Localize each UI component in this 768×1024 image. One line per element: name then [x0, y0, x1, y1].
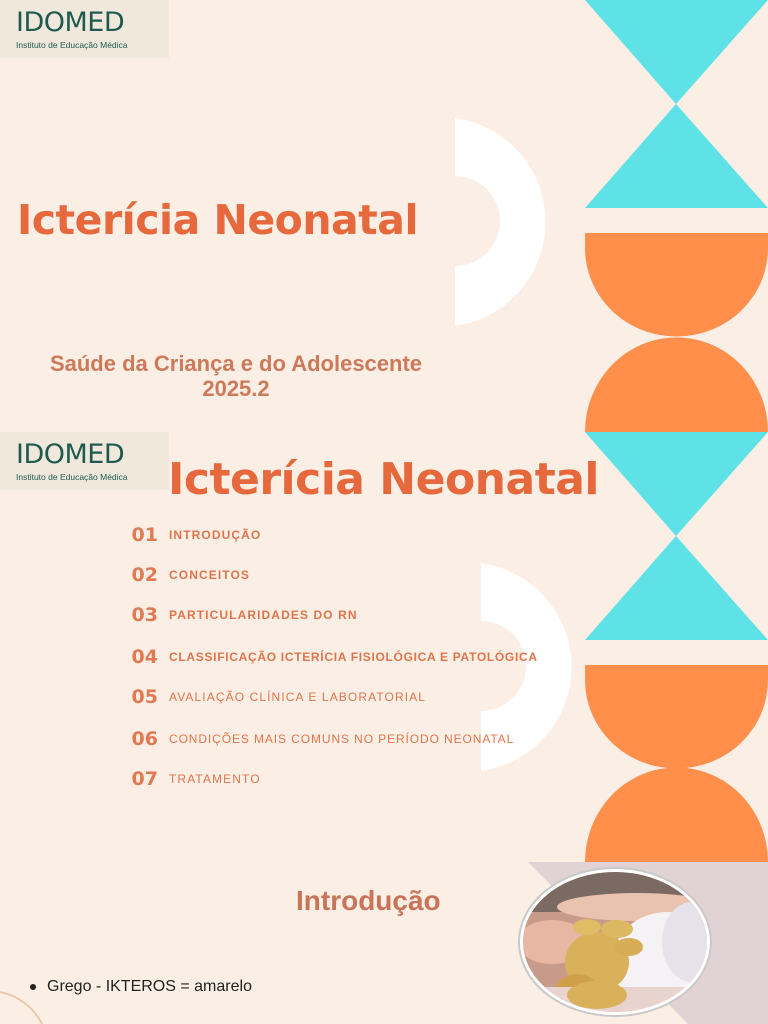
subtitle-course: Saúde da Criança e do Adolescente [49, 351, 423, 376]
idomed-logo-2 [0, 432, 169, 490]
slide1-subtitle [0, 351, 472, 401]
agenda-label: INTRODUÇÃO [169, 528, 262, 542]
agenda-item [98, 564, 598, 586]
idomed-logo [0, 0, 169, 58]
logo-tagline: Instituto de Educação Médica [16, 471, 128, 482]
bullet-text: Grego - IKTEROS = amarelo [47, 978, 252, 995]
agenda-number: 07 [131, 768, 158, 790]
logo-tagline: Instituto de Educação Médica [16, 39, 128, 50]
agenda-item [98, 686, 598, 708]
logo-wordmark: IDOMED [16, 6, 125, 38]
agenda-label: CONCEITOS [169, 568, 251, 582]
agenda-number: 05 [131, 686, 158, 708]
subtitle-period: 2025.2 [202, 376, 270, 401]
agenda-label: CLASSIFICAÇÃO ICTERÍCIA FISIOLÓGICA E PATOLÓGICA [169, 650, 538, 664]
bullet-list [30, 978, 252, 996]
agenda-label: TRATAMENTO [169, 772, 261, 786]
agenda-number: 06 [131, 728, 158, 750]
agenda-item [98, 728, 618, 750]
newborn-hand-photo [517, 867, 714, 1018]
agenda-item [98, 604, 598, 626]
list-item [30, 978, 252, 996]
agenda-label: CONDIÇÕES MAIS COMUNS NO PERÍODO NEONATAL [169, 732, 515, 746]
decorative-arc-bottom-left [0, 984, 50, 1024]
agenda-item [98, 768, 598, 790]
agenda-number: 04 [131, 646, 158, 668]
decorative-geometric-column-top [585, 0, 768, 432]
agenda-item [98, 524, 598, 546]
logo-wordmark: IDOMED [16, 438, 125, 470]
agenda-number: 03 [131, 604, 158, 626]
agenda-label: PARTICULARIDADES DO RN [169, 608, 358, 622]
slide2-title: Icterícia Neonatal [168, 454, 599, 505]
agenda-item [98, 646, 618, 668]
agenda-number: 02 [131, 564, 158, 586]
agenda-number: 01 [131, 524, 158, 546]
decorative-white-semicircle [455, 118, 561, 328]
slide1-title: Icterícia Neonatal [17, 196, 418, 244]
slide3-title: Introdução [296, 885, 441, 916]
agenda-label: AVALIAÇÃO CLÍNICA E LABORATORIAL [169, 690, 427, 704]
